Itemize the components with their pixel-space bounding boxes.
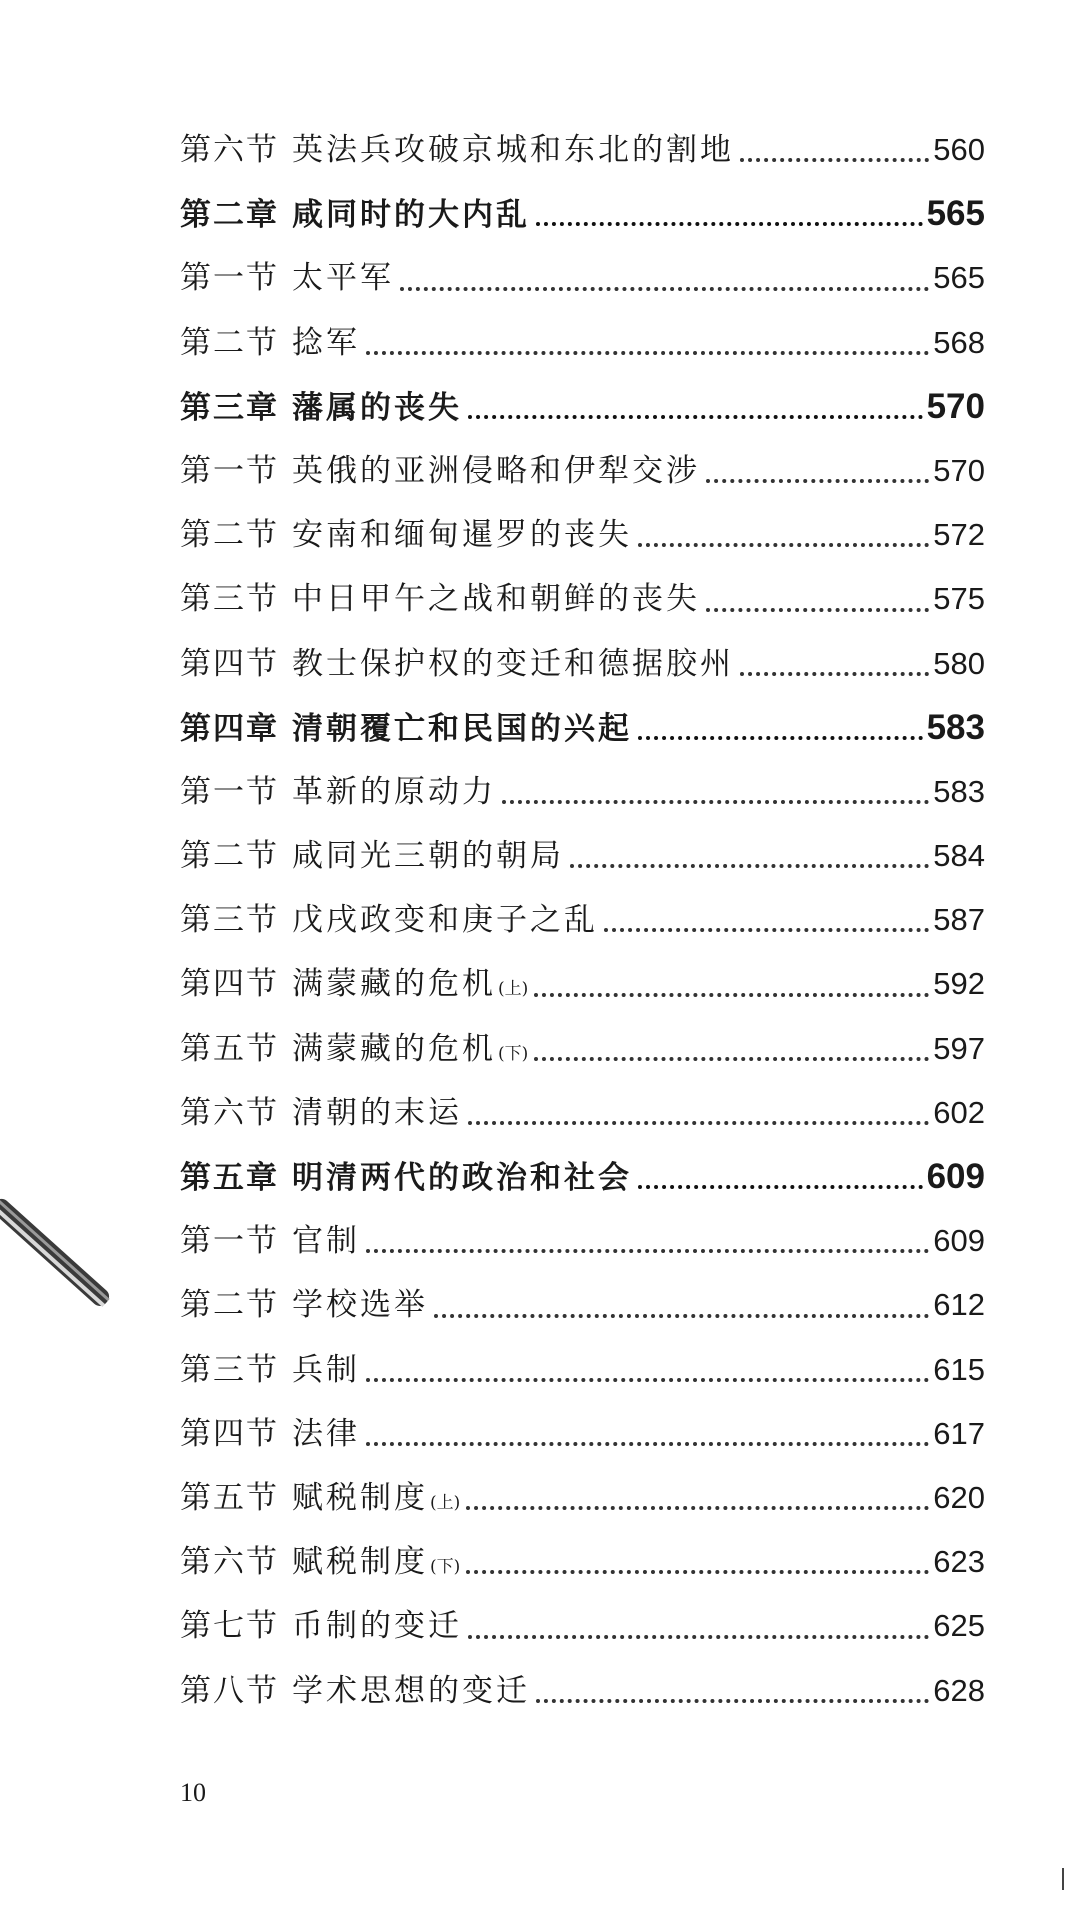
toc-entry-page: 560 bbox=[933, 132, 985, 167]
toc-entry-page: 565 bbox=[933, 260, 985, 296]
toc-entry-note: (下) bbox=[430, 1557, 461, 1578]
toc-entry-title: 咸同时的大内乱 bbox=[292, 197, 530, 233]
toc-entry-page: 584 bbox=[933, 838, 985, 874]
toc-section-row bbox=[180, 1338, 985, 1402]
toc-entry-page: 602 bbox=[933, 1094, 985, 1130]
table-of-contents bbox=[180, 118, 985, 1723]
toc-entry-title: 满蒙藏的危机 bbox=[292, 1030, 496, 1067]
toc-entry-label: 第八节 bbox=[180, 1672, 279, 1709]
toc-entry-title: 英法兵攻破京城和东北的割地 bbox=[292, 132, 734, 168]
toc-section-row bbox=[180, 888, 985, 952]
toc-section-row bbox=[180, 952, 985, 1016]
toc-entry-title: 安南和缅甸暹罗的丧失 bbox=[292, 517, 632, 554]
toc-entry-label: 第四章 bbox=[180, 710, 279, 746]
toc-entry-page: 609 bbox=[926, 1157, 985, 1196]
pen-icon bbox=[0, 1185, 110, 1325]
toc-entry-label: 第一节 bbox=[180, 260, 279, 297]
dot-leader bbox=[638, 503, 929, 567]
dot-leader bbox=[468, 375, 923, 439]
toc-entry-label: 第五节 bbox=[180, 1479, 279, 1516]
toc-entry-page: 568 bbox=[933, 324, 985, 360]
dot-leader bbox=[534, 1017, 929, 1081]
toc-entry-label: 第四节 bbox=[180, 966, 279, 1003]
toc-entry-label: 第二节 bbox=[180, 517, 279, 554]
toc-entry-page: 615 bbox=[933, 1351, 985, 1387]
toc-chapter-row bbox=[180, 1145, 985, 1209]
toc-chapter-row bbox=[180, 375, 985, 439]
dot-leader bbox=[536, 182, 923, 246]
toc-entry-page: 572 bbox=[933, 517, 985, 553]
toc-section-row bbox=[180, 439, 985, 503]
toc-entry-page: 617 bbox=[933, 1415, 985, 1451]
toc-section-row bbox=[180, 1017, 985, 1081]
dot-leader bbox=[638, 1145, 923, 1209]
toc-section-row bbox=[180, 1594, 985, 1658]
toc-entry-title: 官制 bbox=[292, 1223, 360, 1260]
toc-entry-page: 583 bbox=[933, 773, 985, 809]
toc-entry-title: 清朝覆亡和民国的兴起 bbox=[292, 710, 632, 746]
toc-entry-label: 第四节 bbox=[180, 1415, 279, 1452]
dot-leader bbox=[740, 632, 929, 696]
toc-section-row bbox=[180, 246, 985, 310]
dot-leader bbox=[366, 1338, 929, 1402]
toc-entry-title: 赋税制度 bbox=[292, 1479, 428, 1516]
dot-leader bbox=[366, 311, 929, 375]
toc-entry-page: 570 bbox=[926, 386, 985, 426]
dot-leader bbox=[466, 1530, 929, 1594]
toc-entry-page: 580 bbox=[933, 645, 985, 681]
toc-entry-label: 第二节 bbox=[180, 1287, 279, 1324]
dot-leader bbox=[740, 118, 929, 182]
toc-entry-label: 第一节 bbox=[180, 1223, 279, 1260]
toc-entry-title: 英俄的亚洲侵略和伊犁交涉 bbox=[292, 452, 700, 489]
toc-entry-label: 第七节 bbox=[180, 1608, 279, 1645]
toc-chapter-row bbox=[180, 182, 985, 246]
toc-section-row bbox=[180, 1466, 985, 1530]
toc-entry-label: 第三节 bbox=[180, 581, 279, 618]
toc-entry-page: 565 bbox=[926, 194, 985, 234]
edge-mark bbox=[1062, 1868, 1064, 1890]
dot-leader bbox=[434, 1273, 929, 1337]
dot-leader bbox=[468, 1081, 929, 1145]
toc-section-row bbox=[180, 1402, 985, 1466]
toc-entry-title: 赋税制度 bbox=[292, 1544, 428, 1581]
toc-section-row bbox=[180, 1081, 985, 1145]
page-number: 10 bbox=[180, 1778, 206, 1807]
dot-leader bbox=[400, 246, 929, 310]
toc-entry-label: 第六节 bbox=[180, 1094, 279, 1131]
dot-leader bbox=[366, 1209, 929, 1273]
toc-entry-page: 612 bbox=[933, 1287, 985, 1323]
toc-entry-label: 第六节 bbox=[180, 1544, 279, 1581]
dot-leader bbox=[502, 760, 929, 824]
toc-entry-page: 597 bbox=[933, 1030, 985, 1066]
toc-entry-title: 太平军 bbox=[292, 260, 394, 297]
toc-entry-label: 第三节 bbox=[180, 902, 279, 939]
toc-entry-note: (下) bbox=[498, 1043, 529, 1064]
toc-section-row bbox=[180, 1659, 985, 1723]
toc-section-row bbox=[180, 1273, 985, 1337]
toc-entry-title: 学术思想的变迁 bbox=[292, 1672, 530, 1709]
toc-entry-title: 学校选举 bbox=[292, 1287, 428, 1324]
dot-leader bbox=[536, 1659, 929, 1723]
toc-chapter-row bbox=[180, 696, 985, 760]
toc-section-row bbox=[180, 567, 985, 631]
toc-entry-title: 兵制 bbox=[292, 1351, 360, 1388]
toc-entry-note: (上) bbox=[498, 979, 529, 1000]
dot-leader bbox=[604, 888, 929, 952]
toc-entry-title: 藩属的丧失 bbox=[292, 389, 462, 425]
toc-entry-page: 592 bbox=[933, 966, 985, 1002]
toc-entry-label: 第一节 bbox=[180, 773, 279, 810]
toc-section-row bbox=[180, 760, 985, 824]
toc-entry-title: 革新的原动力 bbox=[292, 773, 496, 810]
dot-leader bbox=[468, 1594, 929, 1658]
toc-entry-title: 币制的变迁 bbox=[292, 1608, 462, 1645]
toc-section-row bbox=[180, 311, 985, 375]
toc-entry-page: 609 bbox=[933, 1223, 985, 1259]
toc-section-row bbox=[180, 632, 985, 696]
dot-leader bbox=[366, 1402, 929, 1466]
toc-entry-page: 625 bbox=[933, 1608, 985, 1644]
toc-entry-title: 法律 bbox=[292, 1415, 360, 1452]
toc-entry-label: 第四节 bbox=[180, 645, 279, 682]
dot-leader bbox=[570, 824, 929, 888]
toc-section-row bbox=[180, 824, 985, 888]
toc-entry-page: 620 bbox=[933, 1479, 985, 1515]
toc-entry-title: 明清两代的政治和社会 bbox=[292, 1160, 632, 1195]
dot-leader bbox=[706, 439, 929, 503]
toc-entry-page: 583 bbox=[926, 707, 985, 747]
toc-entry-label: 第三节 bbox=[180, 1351, 279, 1388]
toc-section-row bbox=[180, 503, 985, 567]
toc-entry-label: 第二节 bbox=[180, 324, 279, 361]
toc-entry-title: 戊戌政变和庚子之乱 bbox=[292, 902, 598, 939]
toc-section-row bbox=[180, 1209, 985, 1273]
toc-section-row bbox=[180, 1530, 985, 1594]
toc-section-row bbox=[180, 118, 985, 182]
toc-entry-label: 第一节 bbox=[180, 452, 279, 489]
toc-entry-title: 教士保护权的变迁和德据胶州 bbox=[292, 645, 734, 682]
toc-entry-label: 第五节 bbox=[180, 1030, 279, 1067]
dot-leader bbox=[534, 952, 929, 1016]
toc-entry-title: 清朝的末运 bbox=[292, 1094, 462, 1131]
toc-entry-page: 587 bbox=[933, 902, 985, 938]
toc-entry-label: 第六节 bbox=[180, 132, 279, 168]
toc-entry-page: 570 bbox=[933, 452, 985, 488]
toc-entry-note: (上) bbox=[430, 1492, 461, 1513]
toc-entry-page: 628 bbox=[933, 1672, 985, 1708]
toc-entry-title: 咸同光三朝的朝局 bbox=[292, 838, 564, 875]
toc-entry-label: 第二节 bbox=[180, 838, 279, 875]
toc-entry-label: 第三章 bbox=[180, 389, 279, 425]
dot-leader bbox=[466, 1466, 929, 1530]
toc-entry-label: 第五章 bbox=[180, 1160, 279, 1195]
toc-entry-page: 623 bbox=[933, 1544, 985, 1580]
toc-entry-label: 第二章 bbox=[180, 197, 279, 233]
dot-leader bbox=[638, 696, 923, 760]
toc-entry-title: 满蒙藏的危机 bbox=[292, 966, 496, 1003]
toc-entry-title: 捻军 bbox=[292, 324, 360, 361]
toc-entry-page: 575 bbox=[933, 581, 985, 617]
toc-entry-title: 中日甲午之战和朝鲜的丧失 bbox=[292, 581, 700, 618]
dot-leader bbox=[706, 567, 929, 631]
